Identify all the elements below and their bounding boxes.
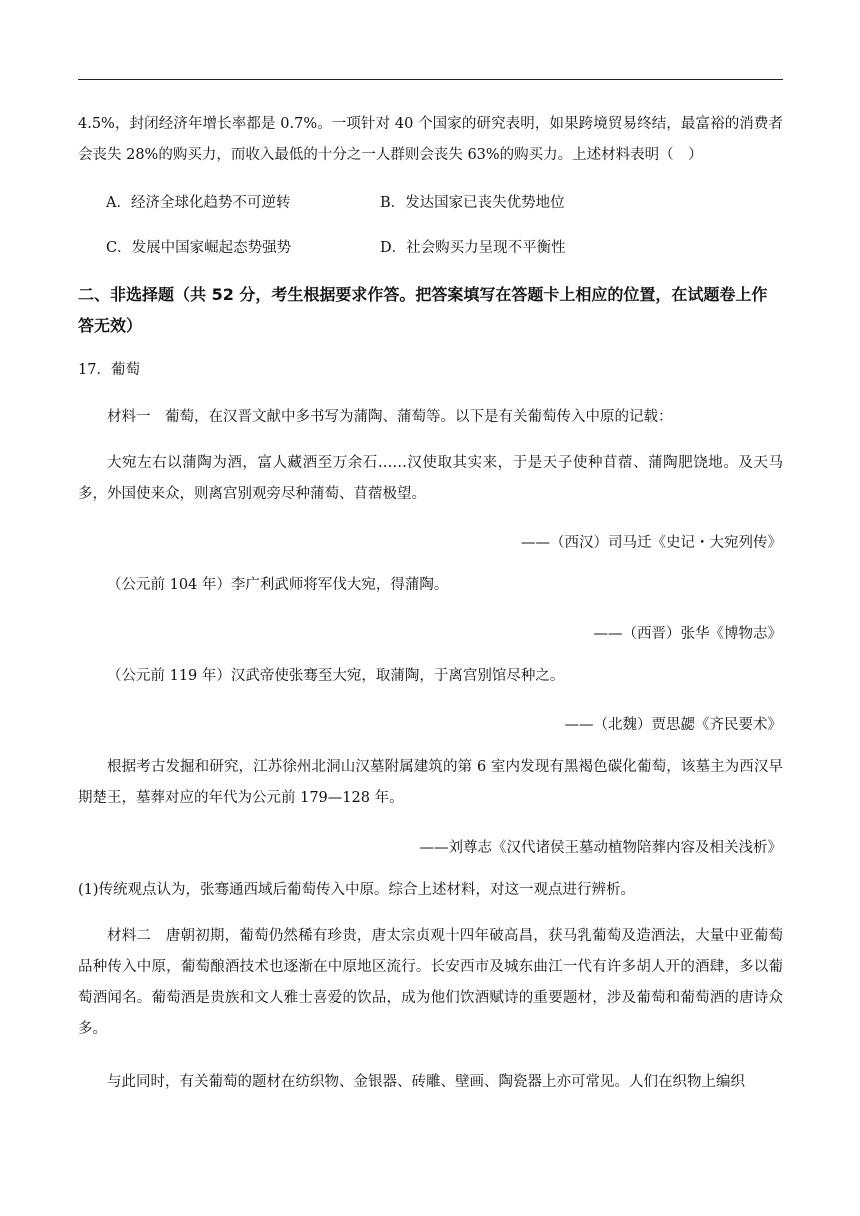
- source-bowuzhi: ——（西晋）张华《博物志》: [593, 626, 782, 642]
- quote-shiji: 大宛左右以蒲陶为酒，富人藏酒至万余石……汉使取其实来，于是天子使种苜蓿、蒲陶肥饶地。及天马多，外国使来众，则离宫别观旁尽种蒲萄、苜蓿极望。: [78, 455, 783, 502]
- material-2-paragraph: 材料二 唐朝初期，葡萄仍然稀有珍贵，唐太宗贞观十四年破高昌，获马乳葡萄及造酒法，大量中亚葡萄品种传入中原，葡萄酿酒技术也逐渐在中原地区流行。长安西市及城东曲江一代有许多胡人开的酒肆，多以葡萄酒闻名。葡萄酒是贵族和文人雅士喜爱的饮品，成为他们饮酒赋诗的重要题材，涉及葡萄和葡萄酒的唐诗众多。: [78, 928, 783, 1037]
- material-2-continued: 与此同时，有关葡萄的题材在纺织物、金银器、砖雕、壁画、陶瓷器上亦可常见。人们在织物上编织: [107, 1074, 745, 1090]
- section-2-heading: 二、非选择题（共 52 分，考生根据要求作答。把答案填写在答题卡上相应的位置，在试题卷上作答无效）: [78, 285, 768, 335]
- sub-question-1: (1)传统观点认为，张骞通西域后葡萄传入中原。综合上述材料，对这一观点进行辨析。: [78, 882, 636, 898]
- quote-bowuzhi: （公元前 104 年）李广利武师将军伐大宛，得蒲陶。: [107, 577, 449, 593]
- option-c: C．发展中国家崛起态势强势: [106, 240, 292, 256]
- option-b: B．发达国家已丧失优势地位: [380, 195, 565, 211]
- option-d: D．社会购买力呈现不平衡性: [380, 240, 566, 256]
- header-rule: [78, 79, 783, 80]
- source-shiji: ——（西汉）司马迁《史记・大宛列传》: [521, 535, 782, 551]
- material-1-intro: 材料一 葡萄，在汉晋文献中多书写为蒲陶、蒲萄等。以下是有关葡萄传入中原的记载：: [107, 409, 673, 425]
- question-17-title: 17．葡萄: [78, 362, 140, 378]
- quote-qiminyaoshu: （公元前 119 年）汉武帝使张骞至大宛，取蒲陶，于离宫别馆尽种之。: [107, 668, 565, 684]
- option-a: A．经济全球化趋势不可逆转: [106, 195, 291, 211]
- archaeology-paragraph: 根据考古发掘和研究，江苏徐州北洞山汉墓附属建筑的第 6 室内发现有黑褐色碳化葡萄，该墓主为西汉早期楚王，墓葬对应的年代为公元前 179—128 年。: [78, 759, 783, 806]
- source-qiminyaoshu: ——（北魏）贾思勰《齐民要术》: [564, 717, 782, 733]
- source-liuzunzhi: ——刘尊志《汉代诸侯王墓动植物陪葬内容及相关浅析》: [419, 840, 782, 856]
- question-16-stem: 4.5%，封闭经济年增长率都是 0.7%。一项针对 40 个国家的研究表明，如果跨境贸易终结，最富裕的消费者会丧失 28%的购买力，而收入最低的十分之一人群则会丧失 63%的购买力。上述材料表明（ ）: [78, 116, 783, 163]
